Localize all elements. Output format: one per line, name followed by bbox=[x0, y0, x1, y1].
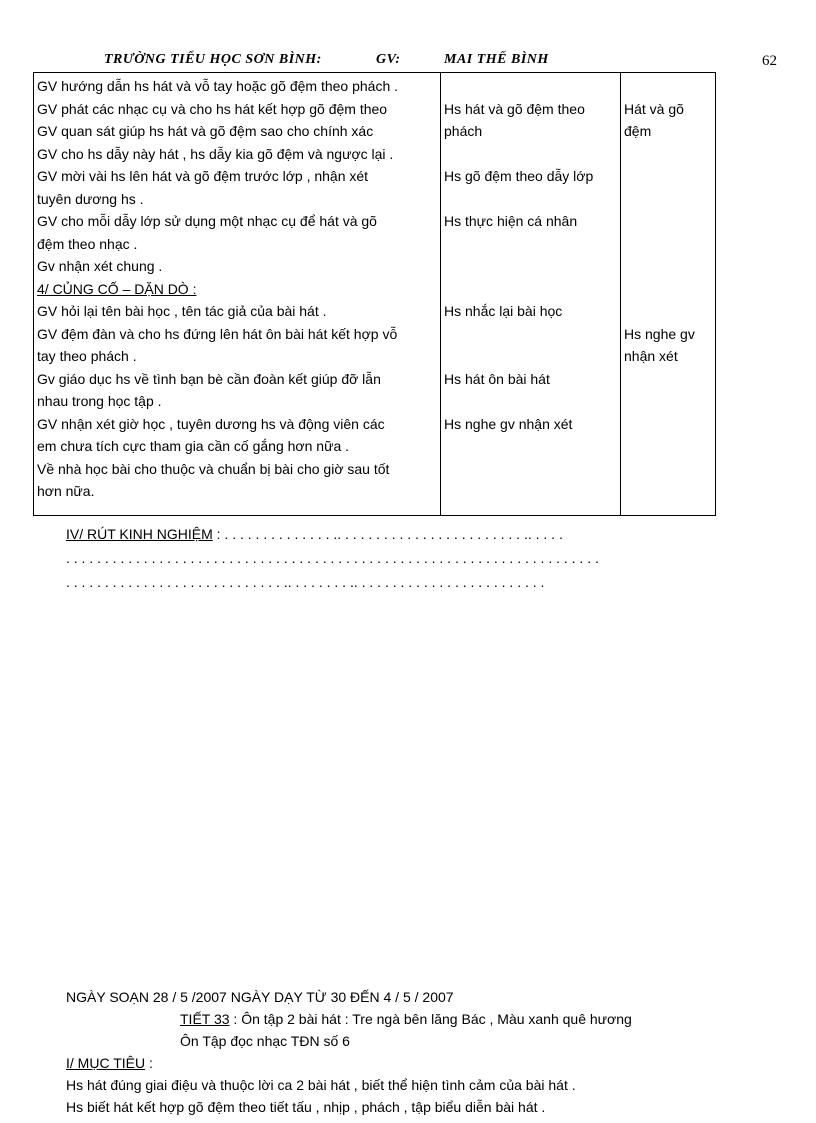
teacher-line: đệm theo nhạc . bbox=[37, 235, 138, 252]
note-line bbox=[624, 75, 712, 98]
student-line: Hs thực hiện cá nhân bbox=[444, 213, 578, 229]
note-line bbox=[624, 255, 712, 278]
teacher-line: GV hướng dẫn hs hát và vỗ tay hoặc gõ đệm theo phách . bbox=[37, 78, 399, 94]
teacher-line: Về nhà học bài cho thuộc và chuẩn bị bài cho giờ sau tốt bbox=[37, 460, 390, 477]
student-activity-column bbox=[441, 73, 621, 516]
teacher-line: GV đệm đàn và cho hs đứng lên hát ôn bài hát kết hợp vỗ bbox=[37, 325, 398, 342]
tiet-line-2: Ôn Tập đọc nhạc TĐN số 6 bbox=[180, 1033, 350, 1049]
date-line: NGÀY SOẠN 28 / 5 /2007 NGÀY DẠY TỪ 30 ĐẾN 4 / 5 / 2007 bbox=[66, 989, 454, 1005]
student-line bbox=[444, 390, 617, 413]
teacher-line: tuyên dương hs . bbox=[37, 190, 144, 207]
dotted-line: . . . . . . . . . . . . . . . . . . . . . . . . . . . . .. . . . . . . . .. . . . . . . . . . . . . . . . . . . . . . . . . bbox=[66, 574, 545, 590]
student-line bbox=[444, 143, 617, 166]
student-line bbox=[444, 75, 617, 98]
student-line bbox=[444, 323, 617, 346]
teacher-line: GV cho mỗi dẫy lớp sử dụng một nhạc cụ để hát và gõ bbox=[37, 213, 377, 229]
teacher-line: em chưa tích cực tham gia cần cố gắng hơn nữa . bbox=[37, 438, 350, 454]
teacher-line: hơn nữa. bbox=[37, 483, 95, 499]
teacher-name: MAI THẾ BÌNH bbox=[444, 52, 549, 67]
student-line: phách bbox=[444, 123, 483, 139]
student-line bbox=[444, 345, 617, 368]
teacher-line: nhau trong học tập . bbox=[37, 393, 162, 409]
dotted-line: : . . . . . . . . . . . . . . .. . . . . . . . . . . . . . . . . . . . . . . . .. . . . . bbox=[212, 526, 563, 542]
teacher-activity-column bbox=[34, 73, 441, 516]
note-line bbox=[624, 165, 712, 188]
page-number: 62 bbox=[762, 53, 777, 69]
student-line: Hs nghe gv nhận xét bbox=[444, 415, 573, 432]
student-line bbox=[444, 278, 617, 301]
teacher-line: Gv nhận xét chung . bbox=[37, 258, 163, 274]
note-line: Hát và gõ bbox=[624, 100, 684, 117]
goal-line: Hs biết hát kết hợp gõ đệm theo tiết tấu , nhịp , phách , tập biểu diễn bài hát . bbox=[66, 1099, 546, 1115]
lesson-table bbox=[33, 72, 716, 516]
goal-line: Hs hát đúng giai điệu và thuộc lời ca 2 bài hát , biết thể hiện tình cảm của bài hát . bbox=[66, 1077, 576, 1093]
section-heading-cung-co: 4/ CỦNG CỐ – DẶN DÒ : bbox=[37, 280, 197, 297]
note-line bbox=[624, 210, 712, 233]
dotted-line: . . . . . . . . . . . . . . . . . . . . . . . . . . . . . . . . . . . . . . . . . . . . . . . . . . . . . . . . . . . . . . . . . . . . . bbox=[66, 550, 599, 566]
teacher-line: GV hỏi lại tên bài học , tên tác giả của bài hát . bbox=[37, 303, 327, 319]
tiet-line bbox=[66, 1008, 632, 1030]
teacher-line: GV nhận xét giờ học , tuyên dương hs và động viên các bbox=[37, 415, 385, 432]
teacher-line: GV phát các nhạc cụ và cho hs hát kết hợp gõ đệm theo bbox=[37, 100, 388, 117]
next-lesson-section bbox=[66, 986, 632, 1118]
student-line: Hs nhắc lại bài học bbox=[444, 303, 563, 319]
teacher-label: GV: bbox=[376, 52, 401, 67]
muc-tieu-colon: : bbox=[145, 1055, 153, 1071]
note-line bbox=[624, 188, 712, 211]
note-line: đệm bbox=[624, 123, 652, 139]
note-line bbox=[624, 233, 712, 256]
teacher-line: GV quan sát giúp hs hát và gõ đệm sao cho chính xác bbox=[37, 123, 374, 139]
rut-kinh-nghiem-label: IV/ RÚT KINH NGHIỆM bbox=[66, 526, 213, 542]
note-line bbox=[624, 300, 712, 323]
student-line bbox=[444, 255, 617, 278]
note-line bbox=[624, 143, 712, 166]
student-line bbox=[444, 233, 617, 256]
student-line: Hs gõ đệm theo dẫy lớp bbox=[444, 168, 594, 184]
student-line: Hs hát ôn bài hát bbox=[444, 370, 550, 387]
note-line: Hs nghe gv bbox=[624, 325, 695, 342]
tiet-label: TIẾT 33 bbox=[180, 1011, 230, 1027]
muc-tieu-label: I/ MỤC TIÊU bbox=[66, 1055, 146, 1071]
notes-column bbox=[621, 73, 716, 516]
muc-tieu-heading bbox=[66, 1052, 632, 1074]
school-name: TRƯỜNG TIỂU HỌC SƠN BÌNH: bbox=[104, 52, 322, 67]
tiet-text: : Ôn tập 2 bài hát : Tre ngà bên lăng Bác , Màu xanh quê hương bbox=[229, 1011, 632, 1027]
rut-kinh-nghiem-section bbox=[66, 522, 599, 594]
note-line: nhận xét bbox=[624, 348, 678, 364]
note-line bbox=[624, 278, 712, 301]
teacher-line: GV cho hs dẫy này hát , hs dẫy kia gõ đệm và ngược lại . bbox=[37, 145, 394, 162]
student-line: Hs hát và gõ đệm theo bbox=[444, 100, 585, 117]
teacher-line: GV mời vài hs lên hát và gõ đệm trước lớp , nhận xét bbox=[37, 168, 369, 184]
student-line bbox=[444, 188, 617, 211]
teacher-line: tay theo phách . bbox=[37, 348, 137, 364]
teacher-line: Gv giáo dục hs về tình bạn bè cần đoàn kết giúp đỡ lẫn bbox=[37, 370, 381, 387]
